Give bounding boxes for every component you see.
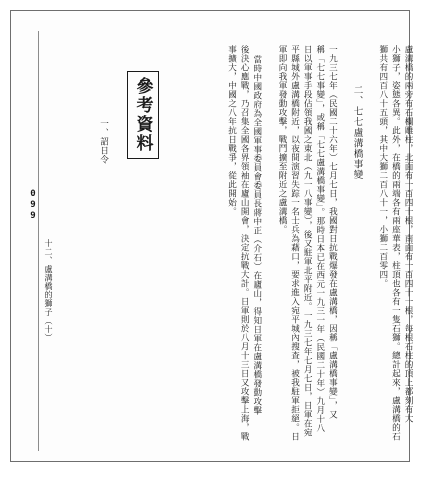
body-text-column: 軍即向我軍發動攻擊，戰鬥擴至附近之盧溝橋。 [277,45,287,234]
reference-section-title: 參考資料 [132,77,153,153]
running-head-divider [38,31,39,451]
sub-heading: 一、詔日令 [98,119,109,164]
body-text-column: 盧溝橋的兩旁有石欄雕柱，北面有一百四十根，南面有一百四十一根，每根石柱的頂上都刻有大 [403,45,413,423]
body-text-column: 平縣城外盧溝橋附近，以夜間演習失踪一名士兵為藉口，要求進入宛平城內搜查，被我駐軍拒絕。日 [289,45,300,441]
body-text-column: 獅共有四百八十五頭，其中大獅二百八十一，小獅二百零四。 [377,45,388,288]
body-text-column: 事擴大，中國之八年抗日戰爭，從此開始。 [226,45,237,216]
body-text-column: 當時中國政府為全國軍事委員會委員長蔣中正（介石）在廬山，得知日軍在盧溝橋發動攻擊 [251,55,262,415]
body-text-column: 後決心應戰，乃召集全國各界領袖在廬山開會，決定抗戰大計。日軍則於八月十三日又攻擊上海，戰 [239,45,250,441]
body-text-column: 小獅子，姿態各異。此外，在橋的兩端各有兩座華表，柱頂也各有一隻石獅。總計起來，盧溝橋的石 [390,45,401,441]
body-text-column: 稱「七七事變」，或稱「七七盧溝橋事變」。那時日本已在西元一九三一年（民國二十年）九月十八 [314,45,325,433]
page-number: 099 [28,189,38,222]
document-page [10,10,413,462]
body-text-column [338,45,349,455]
section-heading-incident: 二、七七盧溝橋事變 [351,85,363,181]
body-text-column: 一九三七年（民國二十六年）七月七日，我國對日抗戰爆發在盧溝橋，因稱「盧溝橋事變」，又 [327,45,338,419]
body-text-column [363,45,374,455]
running-head: 十二、盧溝橋的獅子（十） [44,239,53,343]
body-text-column: 日以軍事手段佔領我國之東北（九一八事變），後又駐軍北平附近。一九三七年七月七日，日軍在宛 [302,45,313,437]
body-text-column [262,45,273,455]
